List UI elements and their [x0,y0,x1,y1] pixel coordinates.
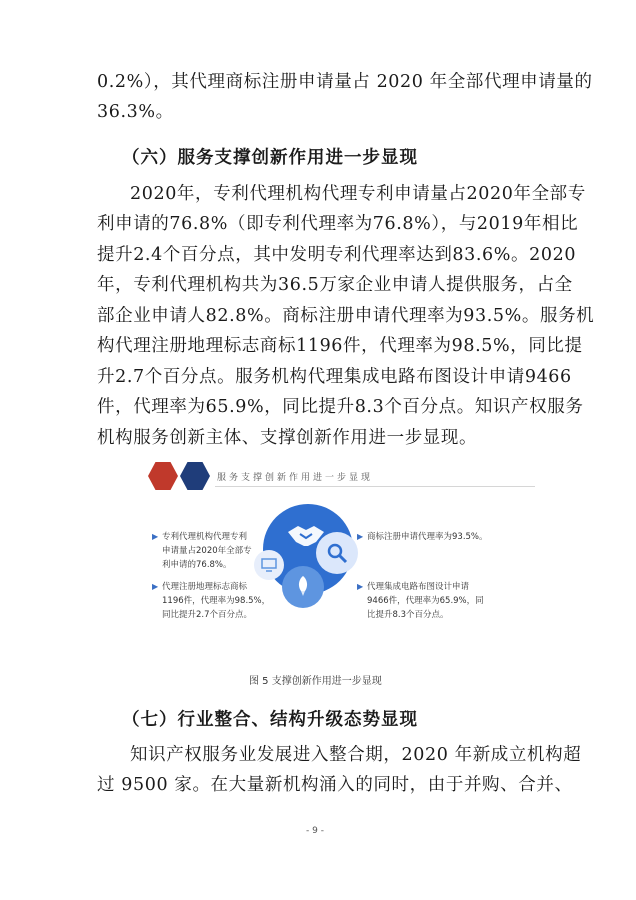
monitor-icon [261,558,277,572]
item-line: 代理注册地理标志商标 [162,582,248,592]
body-line: 知识产权服务业发展进入整合期，2020 年新成立机构超 [130,745,582,765]
body-line: 构代理注册地理标志商标1196件，代理率为98.5%，同比提 [97,336,583,356]
handshake-icon [286,522,326,550]
body-line: 件，代理率为65.9%，同比提升8.3个百分点。知识产权服务 [97,397,584,417]
figure-title: 服务支撑创新作用进一步显现 [217,473,374,483]
section-heading-7: （七）行业整合、结构升级态势显现 [122,710,418,730]
arrow-icon: ▶ [152,582,159,591]
item-line: 代理集成电路布图设计申请 [367,582,470,592]
body-line: 过 9500 家。在大量新机构涌入的同时，由于并购、合并、 [97,775,573,795]
red-hexagon [148,462,178,490]
item-line: 专利代理机构代理专利 [162,532,248,542]
figure-caption: 图 5 支撑创新作用进一步显现 [249,676,382,687]
body-line: 升2.7个百分点。服务机构代理集成电路布图设计申请9466 [97,367,572,387]
item-line: 比提升8.3个百分点。 [367,610,449,620]
rocket-icon [293,575,313,597]
body-line: 36.3%。 [97,102,174,122]
item-line: 商标注册申请代理率为93.5%。 [367,532,488,542]
body-line: 机构服务创新主体、支撑创新作用进一步显现。 [97,428,478,448]
item-line: 利申请的76.8%。 [162,560,232,570]
item-line: 同比提升2.7个百分点。 [162,610,253,620]
body-line: 年，专利代理机构共为36.5万家企业申请人提供服务，占全 [97,275,573,295]
body-line: 利申请的76.8%（即专利代理率为76.8%），与2019年相比 [97,214,579,234]
page-number: - 9 - [306,826,324,836]
body-line: 部企业申请人82.8%。商标注册申请代理率为93.5%。服务机 [97,306,595,326]
section-heading-6: （六）服务支撑创新作用进一步显现 [122,148,418,168]
figure-item-circuit [357,580,484,622]
item-line: 9466件，代理率为65.9%，同 [367,596,484,606]
item-line: 1196件，代理率为98.5%， [162,596,271,606]
arrow-icon: ▶ [152,532,159,541]
figure-item-geo [152,580,271,622]
body-line: 2020年，专利代理机构代理专利申请量占2020年全部专 [130,184,586,204]
body-line: 提升2.4个百分点，其中发明专利代理率达到83.6%。2020 [97,245,577,265]
figure-item-patent [152,530,252,572]
arrow-icon: ▶ [357,532,364,541]
body-line: 0.2%），其代理商标注册申请量占 2020 年全部代理申请量的 [97,72,593,92]
navy-hexagon [180,462,210,490]
item-line: 申请量占2020年全部专 [162,546,252,556]
arrow-icon: ▶ [357,582,364,591]
figure-item-trademark [357,530,488,544]
figure-title-divider [215,486,535,487]
search-icon [325,541,349,565]
